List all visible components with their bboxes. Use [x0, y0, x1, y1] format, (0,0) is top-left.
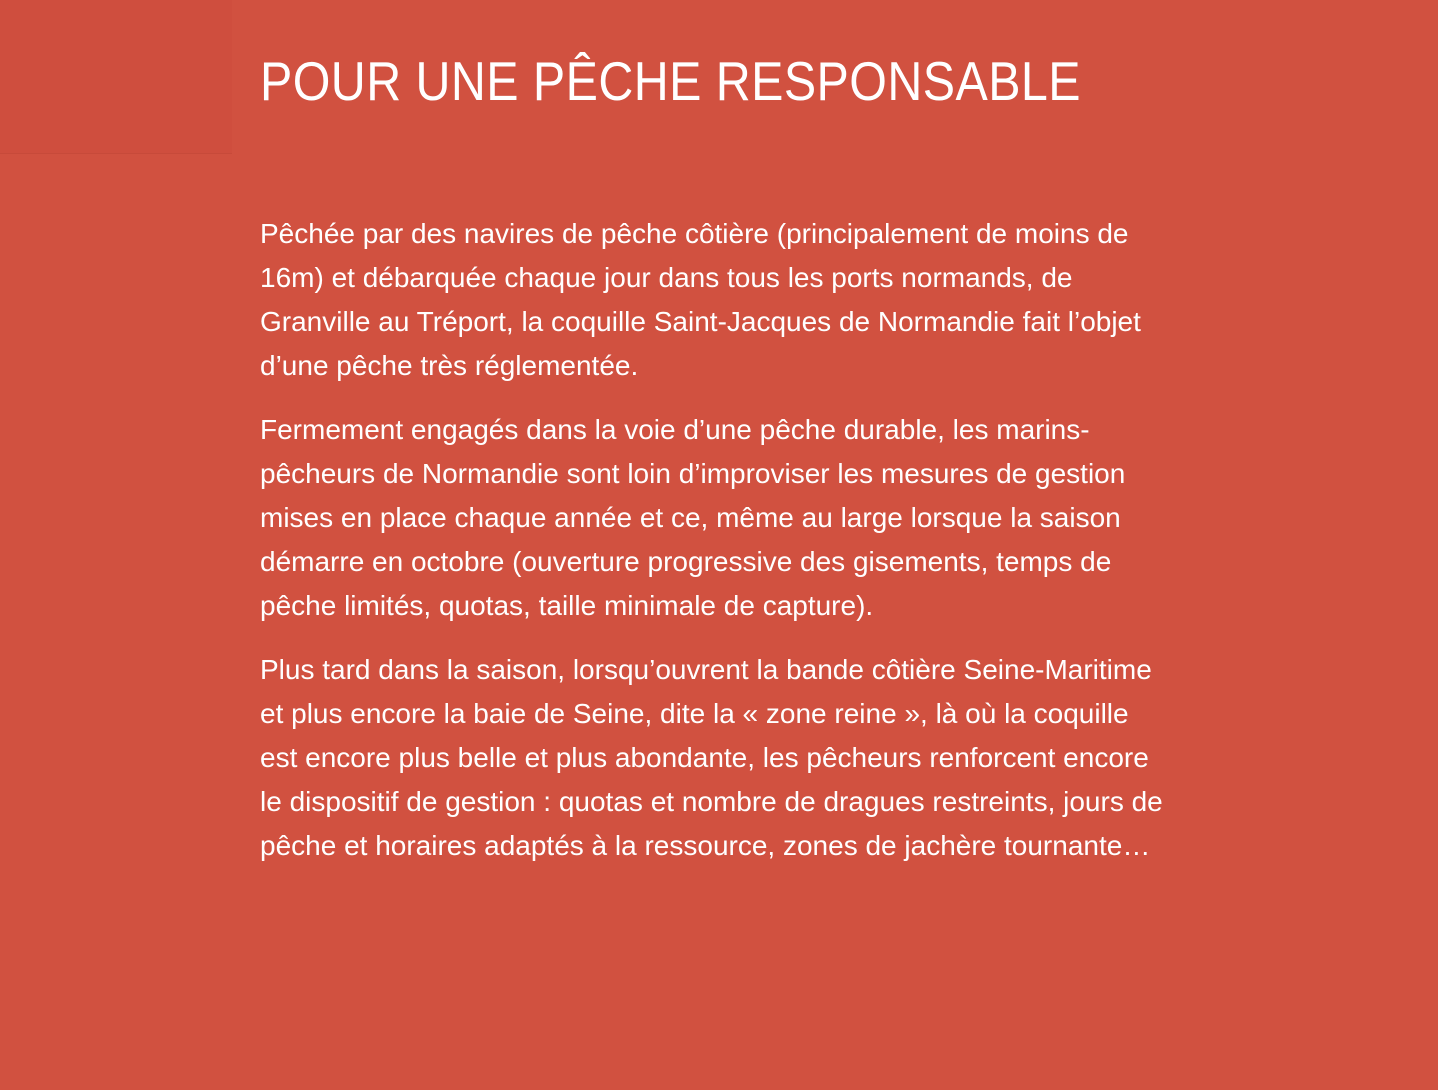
responsible-fishing-section	[260, 48, 1165, 868]
section-body	[260, 212, 1165, 868]
paragraph-season-measures: Plus tard dans la saison, lorsqu’ouvrent la bande côtière Seine-Maritime et plus encore la baie de Seine, dite la « zone reine », là où la coquille est encore plus belle et plus abondante, les pêcheurs renforcent encore le dispositif de gestion : quotas et nombre de dragues restreints, jours de pêche et horaires adaptés à la ressource, zones de jachère tournante…	[260, 654, 1163, 861]
corner-accent-block	[0, 0, 232, 154]
paragraph-sustainable-management: Fermement engagés dans la voie d’une pêche durable, les marins-pêcheurs de Normandie sont loin d’improviser les mesures de gestion mises en place chaque année et ce, même au large lorsque la saison démarre en octobre (ouverture progressive des gisements, temps de pêche limités, quotas, taille minimale de capture).	[260, 414, 1126, 621]
paragraph-fishing-regulation: Pêchée par des navires de pêche côtière (principalement de moins de 16m) et débarquée chaque jour dans tous les ports normands, de Granville au Tréport, la coquille Saint-Jacques de Normandie fait l’objet d’une pêche très réglementée.	[260, 218, 1141, 381]
section-title: POUR UNE PÊCHE RESPONSABLE	[260, 50, 1082, 112]
